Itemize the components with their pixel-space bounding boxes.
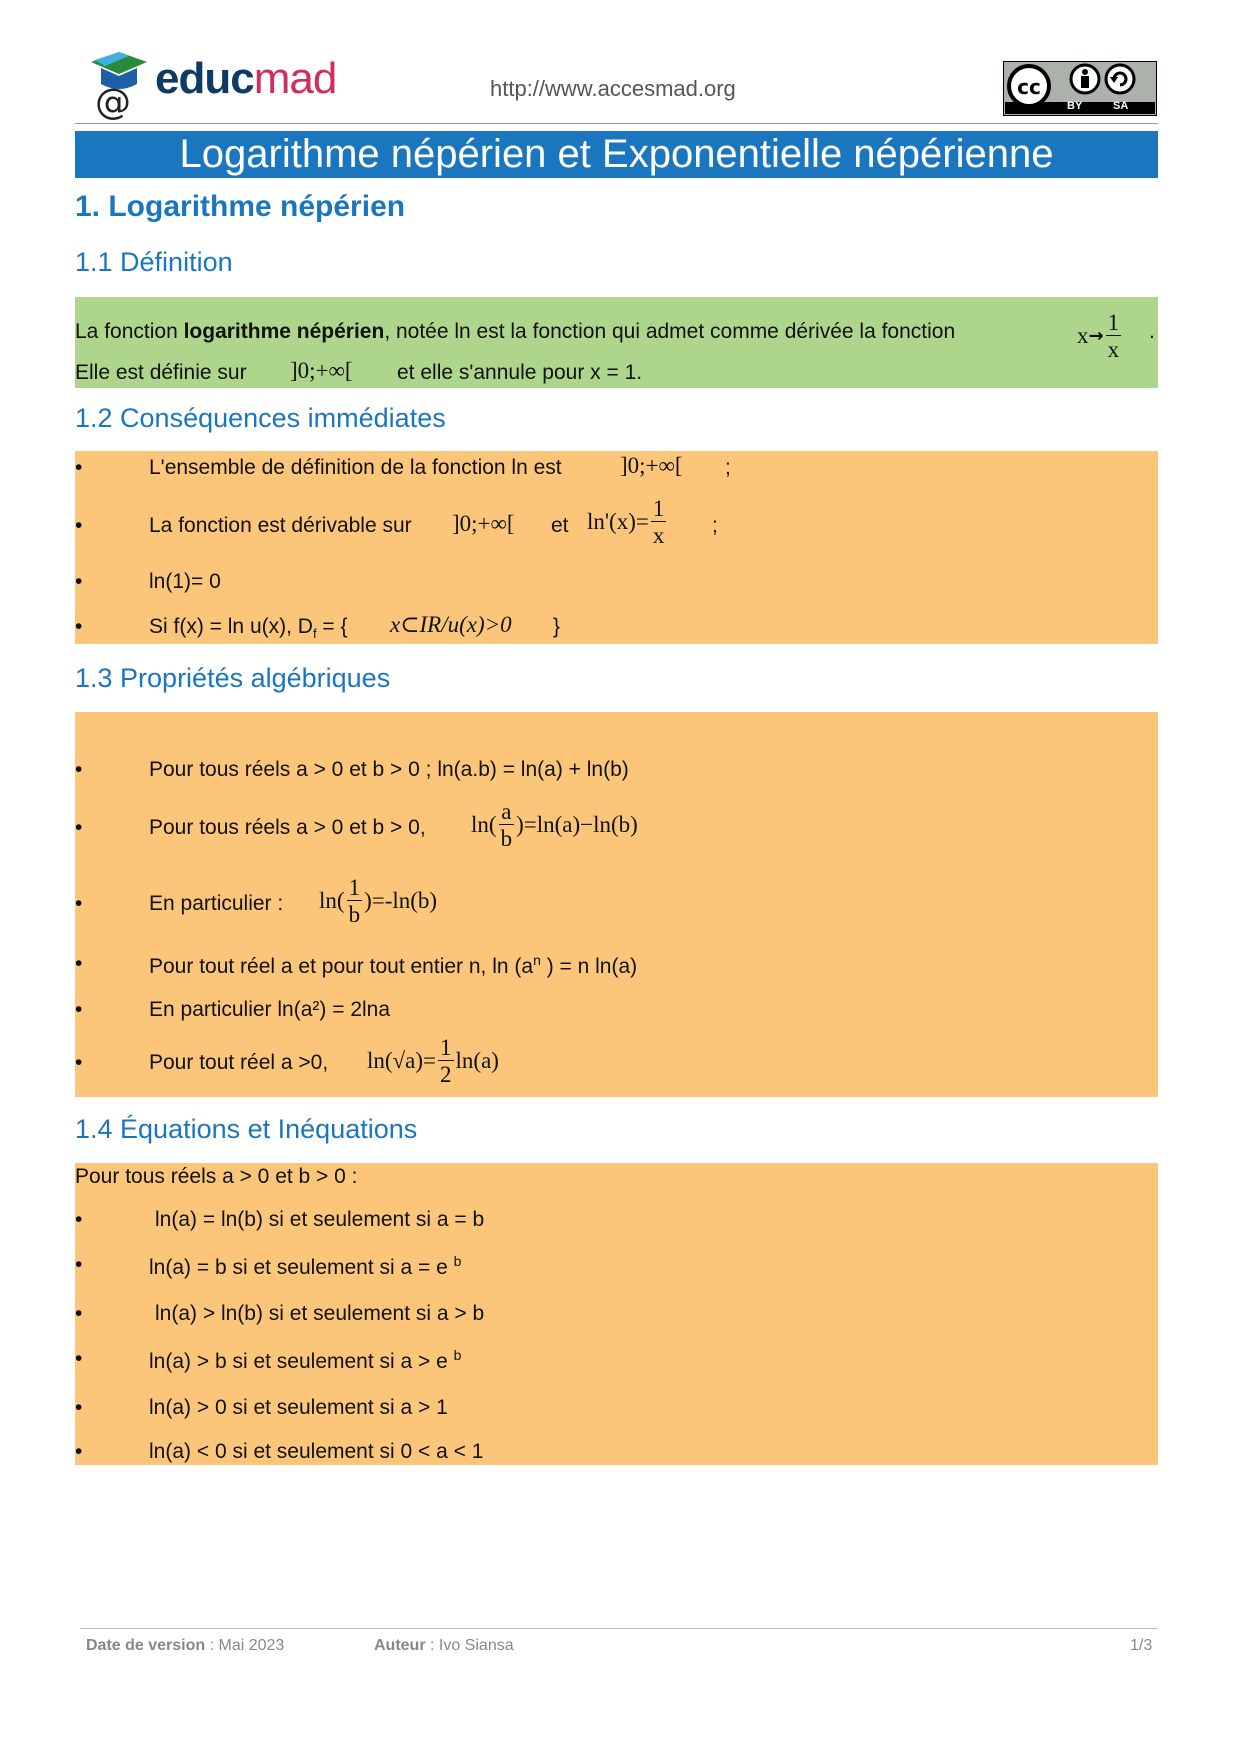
footer-author: Auteur : Ivo Siansa xyxy=(374,1637,514,1654)
header-divider xyxy=(75,123,1158,124)
bullet: • xyxy=(75,758,83,781)
bullet: • xyxy=(75,892,83,915)
list-item-text: ln(a) < 0 si et seulement si 0 < a < 1 xyxy=(149,1440,484,1463)
list-item-text: Pour tous réels a > 0 et b > 0, xyxy=(149,816,426,839)
page-title: Logarithme népérien et Exponentielle népérienne xyxy=(75,131,1158,178)
list-item-text: La fonction est dérivable sur xyxy=(149,514,412,537)
list-item-text: ln(a) > 0 si et seulement si a > 1 xyxy=(149,1396,448,1419)
list-item-connector: et xyxy=(551,514,569,537)
quotient-formula-math: ln( $\frac{a}{b}$ )=ln(a)−ln(b) xyxy=(471,799,638,851)
domain-set-math: x⊂IR/u(x)>0 xyxy=(390,612,512,637)
subsection-heading-properties: 1.3 Propriétés algébriques xyxy=(75,663,391,693)
license-by-label: BY xyxy=(1067,100,1083,112)
list-item xyxy=(75,800,1158,860)
domain-interval-math: ]0;+∞[ xyxy=(620,453,683,478)
list-item-text: ln(a) = ln(b) si et seulement si a = b xyxy=(155,1208,485,1231)
cc-by-sa-badge xyxy=(1003,61,1157,116)
footer-date: Date de version : Mai 2023 xyxy=(86,1637,285,1654)
list-item-text: ln(a) = b si et seulement si a = e $^b$ xyxy=(149,1253,462,1279)
list-item xyxy=(75,1032,1158,1092)
bullet: • xyxy=(75,816,83,839)
footer-page-number: 1/3 xyxy=(1130,1637,1153,1654)
derivative-formula-math: ln'(x)= $\frac{1}{x}$ xyxy=(587,496,665,548)
list-item xyxy=(75,497,1158,553)
list-item-text: L'ensemble de définition de la fonction ln est xyxy=(149,456,562,479)
definition-text-post: , notée ln est la fonction qui admet comme dérivée la fonction xyxy=(384,320,956,343)
list-item-text: Pour tout réel a et pour tout entier n, $\ln (a^n$ ) = n ln(a) xyxy=(149,952,638,978)
definition-domain-text: Elle est définie sur xyxy=(75,361,247,384)
properties-box xyxy=(75,712,1158,1097)
consequences-box xyxy=(75,451,1158,644)
definition-line-end: . xyxy=(1149,320,1155,343)
equations-intro: Pour tous réels a > 0 et b > 0 : xyxy=(75,1165,358,1188)
bullet: • xyxy=(75,1347,83,1370)
definition-term: logarithme népérien xyxy=(183,320,385,343)
list-item-text: ln(a) > b si et seulement si a > e $^b$ xyxy=(149,1347,462,1373)
derivative-function-math: x→ $\frac{1}{x}$ xyxy=(1077,310,1120,362)
license-sa-label: SA xyxy=(1113,100,1129,112)
subsection-heading-consequences: 1.2 Conséquences immédiates xyxy=(75,403,446,433)
domain-interval-math: ]0;+∞[ xyxy=(290,358,353,383)
list-item-text: En particulier : xyxy=(149,892,284,915)
definition-line-1 xyxy=(75,310,1158,362)
list-item-end: ; xyxy=(712,514,718,537)
bullet: • xyxy=(75,514,83,537)
list-item xyxy=(75,453,1158,486)
bullet: • xyxy=(75,952,83,975)
list-item-text: Pour tout réel a >0, xyxy=(149,1051,329,1074)
svg-text:@: @ xyxy=(95,82,131,120)
mortarboard-at-icon xyxy=(85,48,157,120)
header-url[interactable]: http://www.accesmad.org xyxy=(490,76,736,101)
definition-box xyxy=(75,297,1158,388)
equations-box xyxy=(75,1163,1158,1465)
educmad-logo xyxy=(85,48,337,120)
list-item-text: Pour tous réels a > 0 et b > 0 ; ln(a.b) = ln(a) + ln(b) xyxy=(149,758,629,781)
list-item-text: ln(1)= 0 xyxy=(149,570,221,593)
list-item xyxy=(75,876,1158,936)
list-item-text: En particulier ln(a²) = 2lna xyxy=(149,998,391,1021)
list-item-end: ; xyxy=(725,456,731,479)
bullet: • xyxy=(75,456,83,479)
subsection-heading-definition: 1.1 Définition xyxy=(75,247,233,277)
bullet: • xyxy=(75,1302,83,1325)
bullet: • xyxy=(75,1051,83,1074)
definition-text-pre: La fonction xyxy=(75,320,184,343)
domain-interval-math: ]0;+∞[ xyxy=(452,511,515,536)
svg-text:cc: cc xyxy=(1017,75,1041,99)
bullet: • xyxy=(75,615,83,638)
sqrt-formula-math: ln(√a)= $\frac{1}{2}$ ln(a) xyxy=(367,1035,499,1087)
footer-divider xyxy=(80,1628,1158,1629)
list-item-text: ln(a) > ln(b) si et seulement si a > b xyxy=(155,1302,485,1325)
subsection-heading-equations: 1.4 Équations et Inéquations xyxy=(75,1114,418,1144)
bullet: • xyxy=(75,1253,83,1276)
definition-zero-text: et elle s'annule pour x = 1. xyxy=(397,361,643,384)
section-heading: 1. Logarithme népérien xyxy=(75,190,406,223)
inverse-formula-math: ln( $\frac{1}{b}$ )=-ln(b) xyxy=(319,875,438,927)
bullet: • xyxy=(75,1440,83,1463)
bullet: • xyxy=(75,570,83,593)
list-item-text: Si f(x) = ln u(x), $D_f$ = { xyxy=(149,615,348,642)
list-item-end: } xyxy=(553,615,561,638)
bullet: • xyxy=(75,1396,83,1419)
bullet: • xyxy=(75,998,83,1021)
bullet: • xyxy=(75,1208,83,1231)
logo-wordmark: educmad xyxy=(155,54,337,103)
